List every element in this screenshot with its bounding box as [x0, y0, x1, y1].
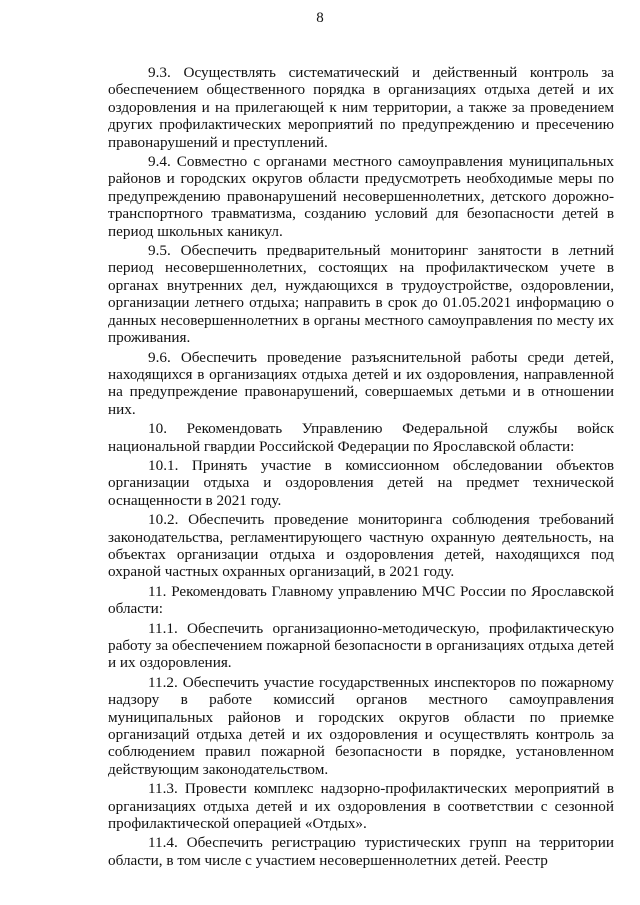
paragraph-11-3: 11.3. Провести комплекс надзорно-профилактических мероприятий в организациях отдыха детей и их оздоровления в соответствии с сезонной профилактической операцией «Отдых».	[108, 780, 614, 833]
paragraph-11-1: 11.1. Обеспечить организационно-методическую, профилактическую работу за обеспечением пожарной безопасности в организациях отдыха детей и их оздоровления.	[108, 619, 614, 672]
paragraph-9-5: 9.5. Обеспечить предварительный мониторинг занятости в летний период несовершеннолетних, состоящих на профилактическом учете в органах внутренних дел, нуждающихся в трудоустройстве, оздоровлении, организации летнего отдыха; направить в срок до 01.05.2021 информацию о данных несовершеннолетних в органы местного самоуправления по месту их проживания.	[108, 242, 614, 347]
paragraph-10-1: 10.1. Принять участие в комиссионном обследовании объектов организации отдыха и оздоровления детей на предмет технической оснащенности в 2021 году.	[108, 456, 614, 509]
paragraph-9-4: 9.4. Совместно с органами местного самоуправления муниципальных районов и городских округов области предусмотреть необходимые меры по предупреждению правонарушений несовершеннолетних, детского дорожно-транспортного травматизма, созданию условий для безопасности детей в период школьных каникул.	[108, 153, 614, 240]
paragraph-9-6: 9.6. Обеспечить проведение разъяснительной работы среди детей, находящихся в организациях отдыха детей и их оздоровления, направленной на предупреждение правонарушений, совершаемых детьми и в отношении них.	[108, 348, 614, 418]
paragraph-11-2: 11.2. Обеспечить участие государственных инспекторов по пожарному надзору в работе комиссий органов местного самоуправления муниципальных районов и городских округов области по приемке организаций отдыха детей и их оздоровления и осуществлять контроль за соблюдением правил пожарной безопасности в порядке, установленном действующим законодательством.	[108, 673, 614, 778]
paragraph-11: 11. Рекомендовать Главному управлению МЧС России по Ярославской области:	[108, 582, 614, 618]
paragraph-9-3: 9.3. Осуществлять систематический и действенный контроль за обеспечением общественного порядка в организациях отдыха детей и их оздоровления и на прилегающей к ним территории, а также за проведением других профилактических мероприятий по предупреждению и пресечению правонарушений и преступлений.	[108, 64, 614, 151]
page-number: 8	[316, 10, 324, 26]
paragraph-11-4: 11.4. Обеспечить регистрацию туристических групп на территории области, в том числе с участием несовершеннолетних детей. Реестр	[108, 834, 614, 869]
paragraph-10-2: 10.2. Обеспечить проведение мониторинга соблюдения требований законодательства, регламентирующего частную охранную деятельность, на объектах организации отдыха и оздоровления детей, находящихся под охраной частных охранных организаций, в 2021 году.	[108, 511, 614, 581]
document-body	[108, 64, 614, 869]
paragraph-10: 10. Рекомендовать Управлению Федеральной службы войск национальной гвардии Российской Федерации по Ярославской области:	[108, 420, 614, 455]
